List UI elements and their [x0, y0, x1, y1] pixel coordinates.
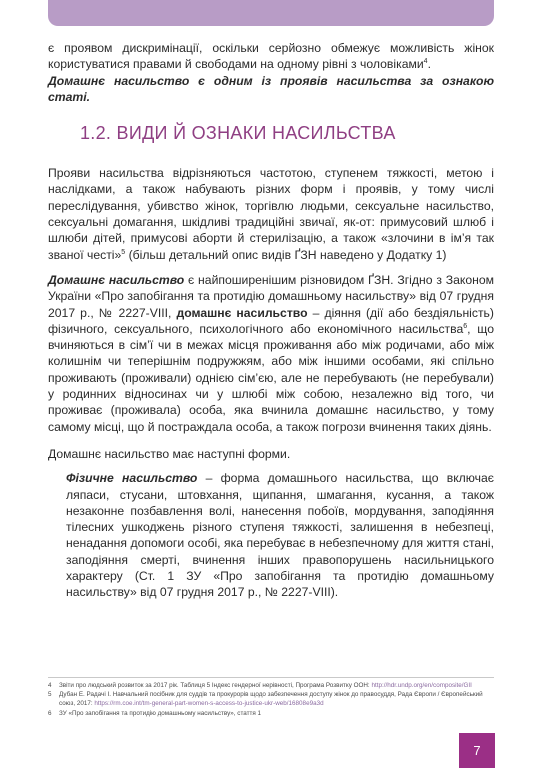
intro-paragraph: [48, 40, 494, 73]
page-body: [48, 40, 494, 601]
intro-suffix: .: [427, 57, 431, 72]
footnote-link[interactable]: http://hdr.undp.org/en/composite/GII: [371, 682, 472, 689]
page-number: 7: [459, 733, 495, 768]
para2-text-tail: , що вчиняються в сім’ї чи в межах місця проживання або між родичами, або між колишнім чи теперішнім подружжям, або між іншими особами, які спільно проживають (проживали) однією сім’єю, але не перебувають (не перебували) у родинних відносинах чи у шлюбі між собою, незалежно від того, чи проживає (проживала) особа, яка вчинила домашнє насильство, у тому самому місці, що й постраждала особа, а також погрози вчинення таких діянь.: [48, 321, 494, 434]
footnote-ref-6[interactable]: 6: [463, 322, 468, 330]
physical-violence-definition: [66, 470, 494, 600]
forms-intro: Домашнє насильство має наступні форми.: [48, 446, 291, 461]
paragraph-forms-of-violence: [48, 165, 494, 263]
physical-violence-block: [66, 470, 494, 600]
para1-text: Прояви насильства відрізняються частотою, ступенем тяжкості, метою і наслідками, а також набувають різних форм і проявів, у тому числі переслідування, убивство жінок, торгівлю людьми, сексуальне насильство, сексуальні домагання, шкідливі традиційні звичаї, як-от: примусовий шлюб і шлюби дітей, примусові аборти й стерилізацію, а також «злочини в ім’я так званої честі»: [48, 166, 494, 262]
footnote-text: ЗУ «Про запобігання та протидію домашньому насильству», стаття 1: [59, 709, 262, 717]
footnote-text: Дубан Е. Радачі І. Навчальний посібник для суддів та прокурорів щодо забезпечення доступу жінок до правосуддя, Рада Європи / Європейський союз, 2017:: [59, 691, 483, 708]
footnote-6: [48, 709, 494, 718]
para1-text-tail: (більш детальний опис видів ҐЗН наведено у Додатку 1): [125, 247, 447, 262]
para2-text-mid: – діяння (дії або бездіяльність) фізичного, сексуального, психологічного або економічного насильства: [48, 305, 494, 336]
header-band: [48, 0, 494, 26]
footnote-5: [48, 690, 494, 708]
footnote-number: 4: [48, 682, 52, 689]
footnote-body: [59, 690, 494, 708]
footnote-4: [48, 681, 494, 690]
footnote-link[interactable]: https://rm.coe.int/tm-general-part-women-s-access-to-justice-ukr-web/16808e9a3d: [94, 700, 324, 708]
footnote-body: [59, 681, 472, 690]
footnote-number: 5: [48, 691, 52, 699]
term-domestic-violence-bold: домашнє насильство: [176, 305, 308, 320]
term-domestic-violence: Домашнє насильство: [48, 272, 185, 287]
term-physical-violence: Фізичне насильство: [66, 471, 198, 486]
footnote-number: 6: [48, 709, 52, 717]
footnotes: [48, 677, 494, 718]
key-statement: Домашнє насильство є одним із проявів насильства за ознакою статі.: [48, 73, 494, 104]
physical-violence-text: – форма домашнього насильства, що включає ляпаси, стусани, штовхання, щипання, шмагання, кусання, а також незаконне позбавлення волі, нанесення побоїв, мордування, заподіяння тілесних ушкоджень різного ступеня тяжкості, залишення в небезпеці, ненадання допомоги особі, яка перебуває в небезпечному для життя стані, заподіяння смерті, вчинення інших правопорушень насильницького характеру (Ст. 1 ЗУ «Про запобігання та протидію домашньому насильству» від 07 грудня 2017 р., № 2227-VIII).: [66, 471, 494, 600]
section-heading: 1.2. ВИДИ Й ОЗНАКИ НАСИЛЬСТВА: [80, 123, 396, 144]
footnote-ref-5[interactable]: 5: [121, 248, 126, 256]
intro-text: є проявом дискримінації, оскільки серйозно обмежує можливість жінок користуватися правами й свободами на одному рівні з чоловіками: [48, 41, 494, 72]
paragraph-domestic-violence-definition: [48, 272, 494, 435]
para2-text: є найпоширенішим різновидом ҐЗН. Згідно з Законом України «Про запобігання та протидію домашньому насильству» від 07 грудня 2017 р., № 2227-VIII,: [48, 272, 494, 320]
footnote-text: Звіти про людський розвиток за 2017 рік. Таблиця 5 Індекс гендерної нерівності, Програма Розвитку ООН:: [59, 682, 372, 689]
footnote-ref-4[interactable]: 4: [423, 58, 428, 66]
